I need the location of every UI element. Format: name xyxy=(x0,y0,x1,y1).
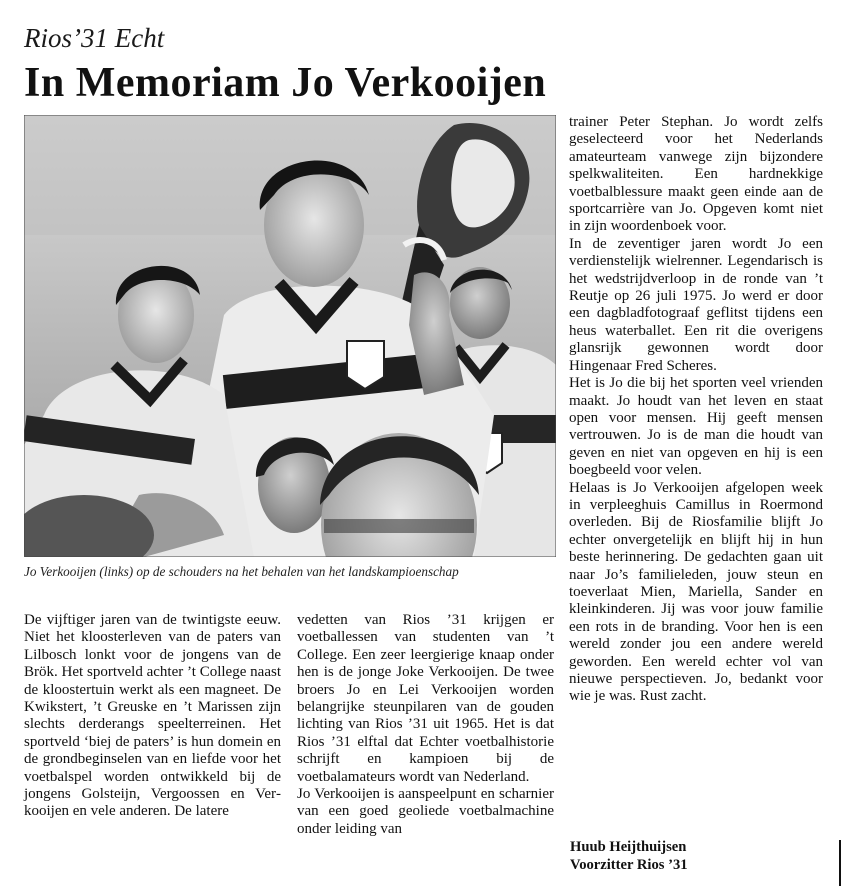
author-name: Huub Heijthuijsen xyxy=(570,839,687,855)
paragraph: De vijftiger jaren van de twintigste eeuw. Niet het kloosterleven van de paters van Lilbosch lonkt voor de jongens van de Brök. Het sportveld achter ’t College naast de kloostertuin werkt als een magneet. De Kwikstert, ’t Greuske en ’t Marissen zijn slechts derderangs speelterreinen. Het sportveld ‘biej de paters’ is hun domein en de grondbeginselen van en liefde voor het voetbalspel worden ontwikkeld bij de jongens Golsteijn, Vergoossen en Verkooijen en vele anderen. De latere xyxy=(24,612,281,820)
article-column-1 xyxy=(24,612,281,821)
paragraph: Helaas is Jo Verkooijen afgelopen week in verpleeghuis Camillus in Roermond overleden. Bij de Riosfamilie blijft Jo echter onvergetelijk en blijft hij in hun beste herinnering. De gedachten gaan uit naar Jo’s familieleden, jouw steun en toeverlaat Mien, Mariella, Sander en kleinkinderen. Jij was voor jouw familie een rots in de branding. Voor hen is een wereld zonder jou een andere wereld geworden. Een wereld echter vol van nieuwe perspectieven. Jo, bedankt voor wie je was. Rust zacht. xyxy=(569,479,823,705)
article-column-2 xyxy=(297,612,554,838)
article-headline: In Memoriam Jo Verkooijen xyxy=(24,60,547,106)
author-signature xyxy=(570,838,688,874)
author-role: Voorzitter Rios ’31 xyxy=(570,857,688,873)
paragraph: vedetten van Rios ’31 krijgen er voetballessen van studenten van ’t College. Een zeer leergierige knaap onder hen is de jonge Joke Verkooijen. De twee broers Jo en Lei Verkooijen worden belangrijke steunpilaren van de gouden lichting van Rios ’31 uit 1965. Het is dat Rios ’31 elftal dat Echter voetbalhistorie schrijft en kampioen bij de voetbalamateurs wordt van Nederland. xyxy=(297,612,554,785)
paragraph: In de zeventiger jaren wordt Jo een verdienstelijk wielrenner. Legendarisch is het wedstrijdverloop in de ronde van ’t Reutje op 26 juli 1975. Jo werd er door een dagbladfotograaf geflitst tijdens een heus waterballet. Een rit die overigens glansrijk gewonnen wordt door Hingenaar Fred Scheres. xyxy=(569,235,823,374)
paragraph: trainer Peter Stephan. Jo wordt zelfs geselecteerd voor het Nederlands amateurteam vanwege zijn bijzondere spelkwaliteiten. Een hardnekkige voetbalblessure maakt geen einde aan de sportcarrière van Jo. Opgeven komt niet in zijn woordenboek voor. xyxy=(569,114,823,235)
article-column-3 xyxy=(569,114,823,706)
paragraph: Het is Jo die bij het sporten veel vrienden maakt. Jo houdt van het leven en staat open voor mensen. Hij geeft mensen vertrouwen. Jo is de man die houdt van geven en niet van opgeven en hij is een boegbeeld voor velen. xyxy=(569,375,823,479)
article-kicker: Rios’31 Echt xyxy=(24,23,165,53)
paragraph: Jo Verkooijen is aanspeelpunt en scharnier van een goed geoliede voetbalmachine onder leiding van xyxy=(297,786,554,837)
photo-caption: Jo Verkooijen (links) op de schouders na het behalen van het landskampioenschap xyxy=(24,564,459,579)
page-edge-rule xyxy=(839,840,841,886)
team-photo xyxy=(24,115,556,557)
